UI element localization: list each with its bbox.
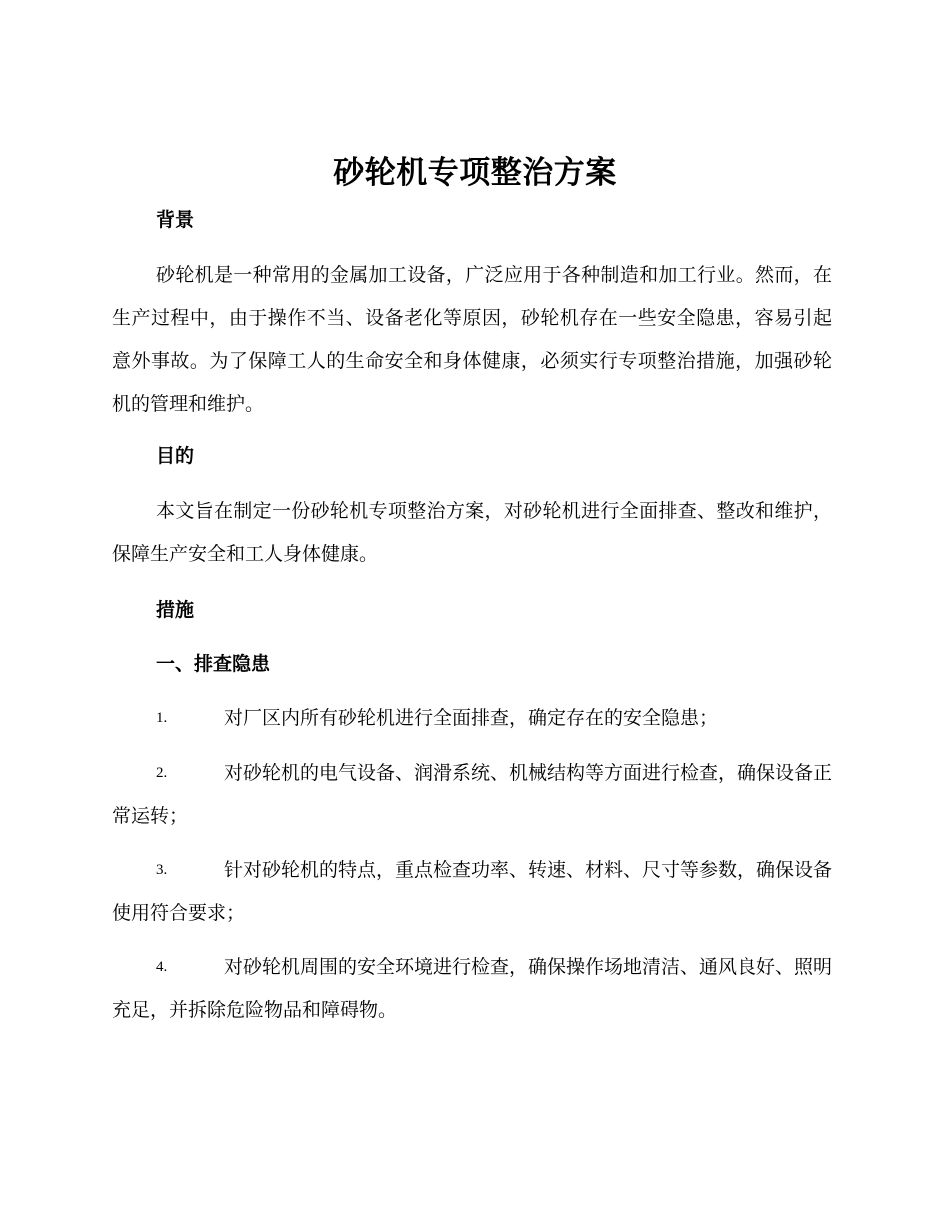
list-item-text: 对砂轮机的电气设备、润滑系统、机械结构等方面进行检查，确保设备正常运转；	[112, 762, 833, 827]
document-title: 砂轮机专项整治方案	[333, 155, 617, 191]
list-item-number: 2.	[156, 765, 168, 781]
subheading-check-hazards: 一、排查隐患	[156, 653, 271, 675]
heading-purpose: 目的	[156, 445, 195, 467]
list-item	[112, 849, 832, 935]
list-item-number: 3.	[156, 862, 168, 878]
list-item-number: 4.	[156, 959, 168, 975]
paragraph-purpose: 本文旨在制定一份砂轮机专项整治方案，对砂轮机进行全面排查、整改和维护，保障生产安全和工人身体健康。	[112, 500, 832, 565]
list-item	[112, 697, 832, 740]
paragraph-background: 砂轮机是一种常用的金属加工设备，广泛应用于各种制造和加工行业。然而，在生产过程中，由于操作不当、设备老化等原因，砂轮机存在一些安全隐患，容易引起意外事故。为了保障工人的生命安全和身体健康，必须实行专项整治措施，加强砂轮机的管理和维护。	[112, 264, 832, 415]
list-item-text: 针对砂轮机的特点，重点检查功率、转速、材料、尺寸等参数，确保设备使用符合要求；	[112, 859, 833, 924]
list-item	[112, 946, 832, 1032]
list-item-number: 1.	[156, 710, 168, 726]
list-item	[112, 752, 832, 838]
list-item-text: 对厂区内所有砂轮机进行全面排查，确定存在的安全隐患；	[224, 707, 719, 729]
heading-measures: 措施	[156, 599, 195, 621]
heading-background: 背景	[156, 209, 195, 231]
list-item-text: 对砂轮机周围的安全环境进行检查，确保操作场地清洁、通风良好、照明充足，并拆除危险物品和障碍物。	[112, 956, 833, 1021]
